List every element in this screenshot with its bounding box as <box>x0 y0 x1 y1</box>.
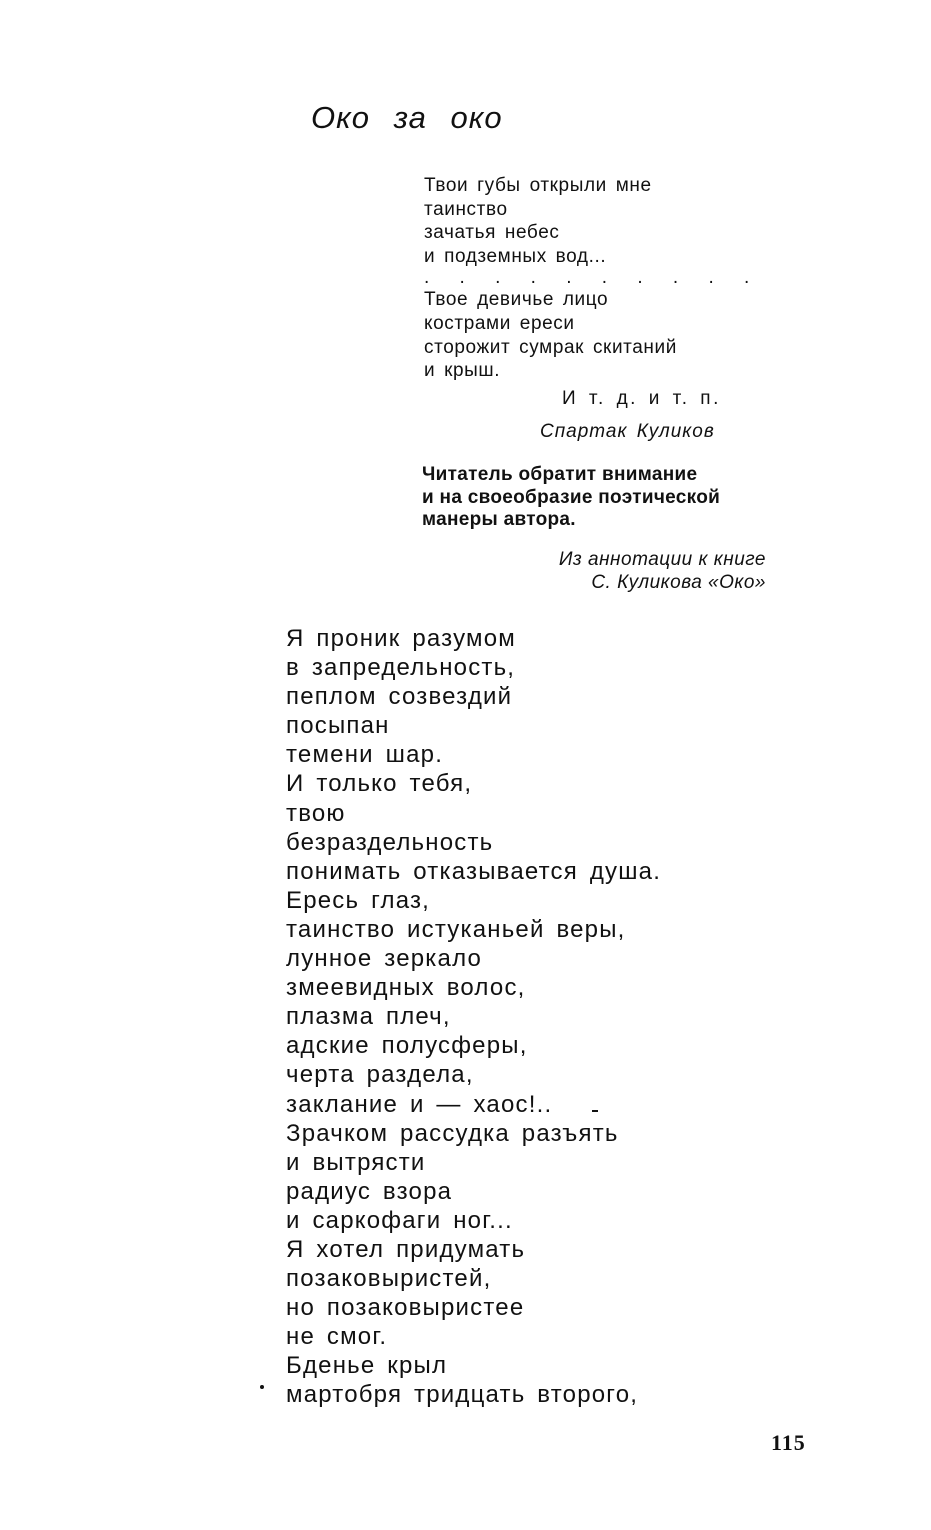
print-speck <box>260 1385 264 1389</box>
poem-line: И только тебя, <box>286 770 473 798</box>
poem-line: таинство истуканьей веры, <box>286 915 626 943</box>
poem-line: и вытрясти <box>286 1148 426 1176</box>
poem-line: Я проник разумом <box>286 625 516 652</box>
poem-line: темени шар. <box>286 741 444 769</box>
epigraph-line: кострами ереси <box>424 312 575 334</box>
poem-line: заклание и — хаос!.. <box>286 1090 553 1118</box>
poem-line: Ересь глаз, <box>286 886 431 914</box>
poem-body <box>286 624 806 1410</box>
poem-line: лунное зеркало <box>286 945 483 973</box>
annotation-quote <box>422 464 782 532</box>
poem-line: но позаковыристее <box>286 1294 525 1322</box>
poem-line: черта раздела, <box>286 1061 474 1089</box>
poem-line: не смог. <box>286 1323 388 1351</box>
poem-title: Око за око <box>311 100 503 135</box>
epigraph-etc: И т. д. и т. п. <box>562 387 721 409</box>
poem-line: понимать отказывается душа. <box>286 857 662 885</box>
poem-line: посыпан <box>286 712 390 740</box>
poem-line: безраздельность <box>286 828 494 856</box>
poem-line: Я хотел придумать <box>286 1235 526 1263</box>
poem-line: Зрачком рассудка разъять <box>286 1119 619 1147</box>
epigraph <box>424 174 784 444</box>
epigraph-line: Твое девичье лицо <box>424 289 609 311</box>
poem-line: змеевидных волос, <box>286 974 526 1002</box>
poem-line: адские полусферы, <box>286 1032 528 1060</box>
poem-line: в запредельность, <box>286 654 516 682</box>
poem-line: мартобря тридцать второго, <box>286 1381 639 1409</box>
epigraph-line: и крыш. <box>424 360 501 382</box>
annotation-line: Читатель обратит внимание <box>422 464 698 485</box>
epigraph-line: таинство <box>424 198 508 220</box>
annotation-source <box>559 548 766 594</box>
epigraph-line: сторожит сумрак скитаний <box>424 336 677 358</box>
poem-line: радиус взора <box>286 1177 453 1205</box>
poem-line: твою <box>286 799 346 827</box>
epigraph-ellipsis-row: . . . . . . . . . . <box>424 267 761 289</box>
page-number: 115 <box>771 1430 806 1455</box>
poem-line: позаковыристей, <box>286 1265 492 1293</box>
poem-line: плазма плеч, <box>286 1003 451 1031</box>
print-speck <box>592 1110 598 1112</box>
epigraph-line: зачатья небес <box>424 222 560 244</box>
poem-line: Бденье крыл <box>286 1352 448 1380</box>
poem-line: и саркофаги ног... <box>286 1206 513 1234</box>
epigraph-line: и подземных вод... <box>424 245 607 267</box>
poem-line: пеплом созвездий <box>286 683 513 711</box>
epigraph-line: Твои губы открыли мне <box>424 175 652 196</box>
epigraph-author: Спартак Куликов <box>540 421 715 443</box>
source-line: Из аннотации к книге <box>558 549 766 570</box>
source-line: С. Куликова «Око» <box>591 572 766 593</box>
annotation-line: и на своеобразие поэтической <box>422 486 721 508</box>
annotation-line: манеры автора. <box>422 509 576 530</box>
